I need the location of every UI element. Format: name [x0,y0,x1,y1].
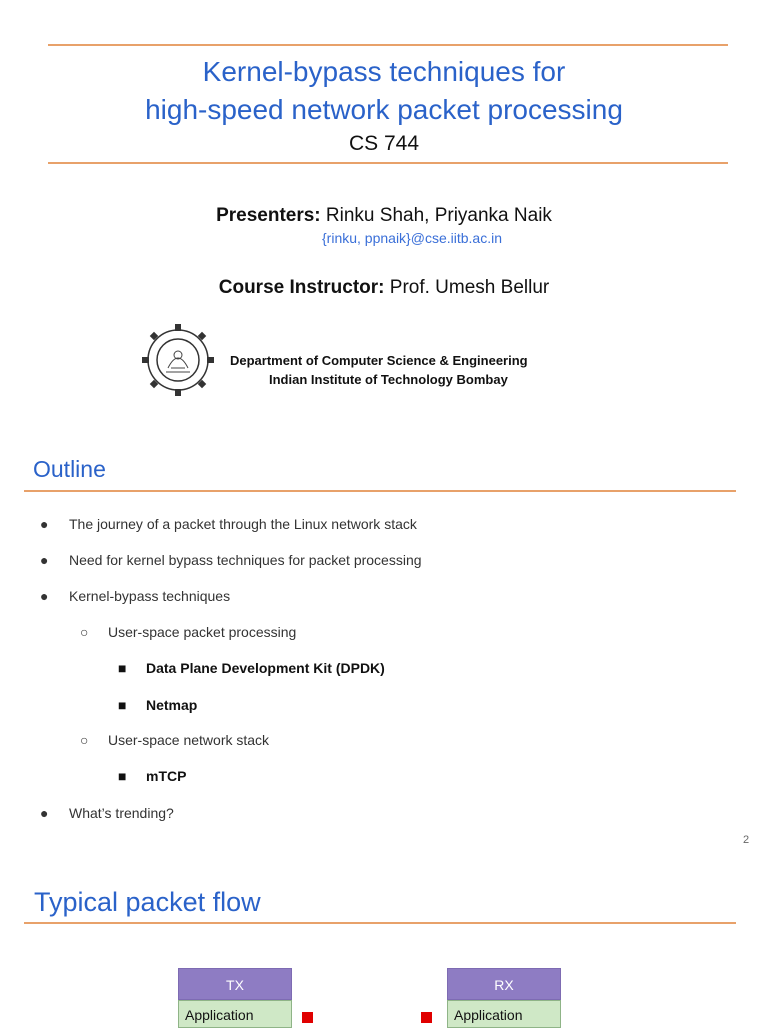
packet-flow-title: Typical packet flow [34,887,261,917]
page-number: 2 [743,834,750,846]
outline-title: Outline [33,456,106,482]
tx-header: TX [178,968,292,1000]
outline-rule [24,490,736,492]
bullet-dot-icon: ● [40,805,49,821]
bullet-circle-icon: ○ [80,732,89,748]
bullet-dot-icon: ● [40,516,49,532]
bullet-dot-icon: ● [40,552,49,568]
presenters-names: Rinku Shah, Priyanka Naik [320,205,552,226]
institute-name: Indian Institute of Technology Bombay [269,372,508,387]
rx-header: RX [447,968,561,1000]
tx-application-box: Application [178,1000,292,1028]
department-name: Department of Computer Science & Engineering [230,353,528,368]
bullet-circle-icon: ○ [80,624,89,640]
rx-application-box: Application [447,1000,561,1028]
title-bottom-rule [48,162,728,164]
bullet-square-icon: ■ [118,660,127,676]
title-line-2: high-speed network packet processing [145,94,623,125]
bullet-square-icon: ■ [118,697,127,713]
presenters [0,205,768,227]
presenter-emails: {rinku, ppnaik}@cse.iitb.ac.in [322,230,502,246]
instructor-label: Course Instructor: [218,277,385,298]
instructor-name: Prof. Umesh Bellur [384,277,550,298]
rx-marker-icon [421,1012,432,1023]
presenters-label: Presenters: [216,205,321,226]
title-line-1: Kernel-bypass techniques for [202,56,566,87]
tx-marker-icon [302,1012,313,1023]
instructor [0,277,768,299]
bullet-square-icon: ■ [118,768,127,784]
iitb-logo-icon [140,322,216,398]
course-code: CS 744 [348,132,420,155]
top-rule [48,44,728,46]
bullet-dot-icon: ● [40,588,49,604]
packet-flow-rule [24,922,736,924]
